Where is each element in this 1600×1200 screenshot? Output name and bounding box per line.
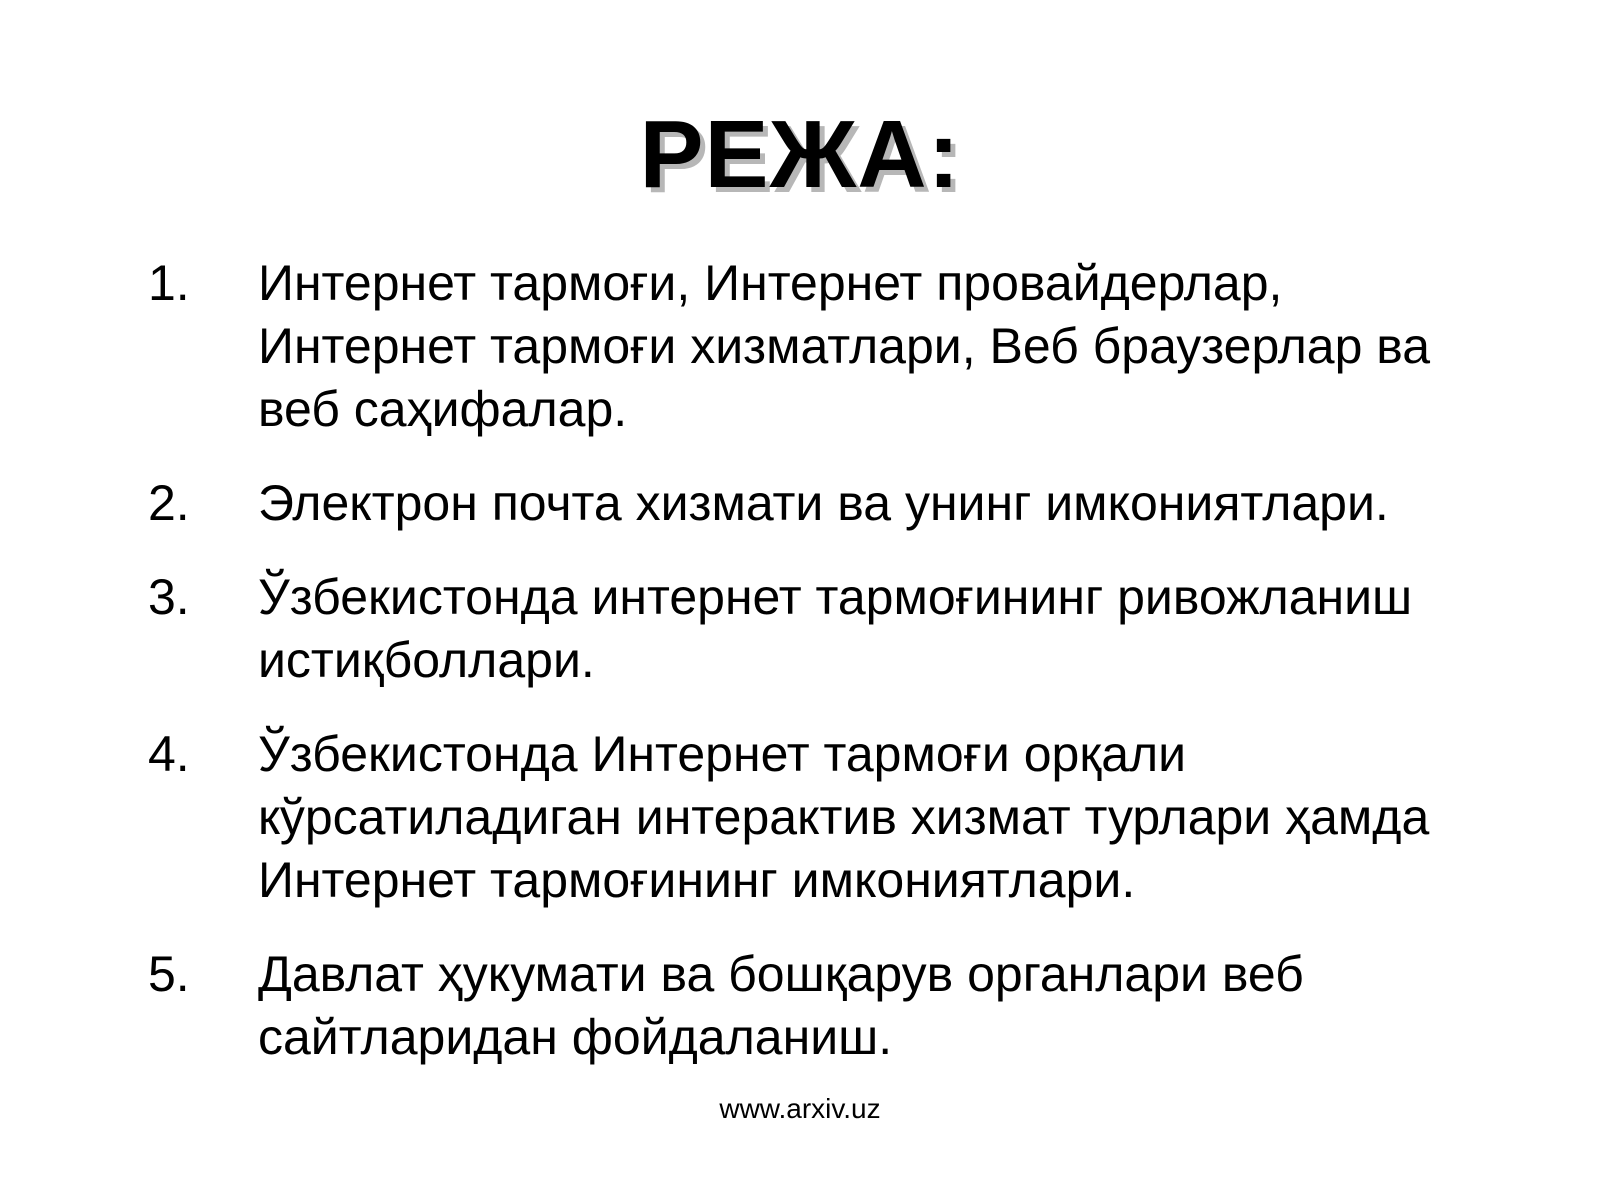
plan-item-text xyxy=(258,566,1558,692)
plan-item-5 xyxy=(0,943,1600,1069)
plan-item-line: Интернет тармоғи, Интернет провайдерлар, xyxy=(258,255,1283,311)
plan-item-line: истиқболлари. xyxy=(258,632,595,688)
plan-list xyxy=(0,252,1600,1069)
plan-item-number: 2. xyxy=(148,475,190,531)
plan-item-2 xyxy=(0,472,1600,535)
plan-item-line: Давлат ҳукумати ва бошқарув органлари веб xyxy=(258,946,1304,1002)
plan-item-line: Ўзбекистонда Интернет тармоғи орқали xyxy=(258,726,1187,782)
footer-url: www.arxiv.uz xyxy=(719,1093,881,1124)
plan-item-line: Интернет тармоғининг имкониятлари. xyxy=(258,852,1136,908)
plan-item-line: Ўзбекистонда интернет тармоғининг ривожланиш xyxy=(258,569,1413,625)
plan-item-1 xyxy=(0,252,1600,441)
slide-title: РЕЖА: xyxy=(639,101,961,208)
plan-item-number: 4. xyxy=(148,726,190,782)
plan-item-line: кўрсатиладиган интерактив хизмат турлари ҳамда xyxy=(258,789,1430,845)
plan-item-line: Электрон почта хизмати ва унинг имкониятлари. xyxy=(258,475,1389,531)
plan-item-line: веб саҳифалар. xyxy=(258,381,628,437)
plan-item-text xyxy=(258,472,1558,535)
plan-item-number: 3. xyxy=(148,569,190,625)
plan-item-text xyxy=(258,723,1558,912)
plan-item-3 xyxy=(0,566,1600,692)
plan-item-text xyxy=(258,943,1558,1069)
plan-item-text xyxy=(258,252,1558,441)
plan-item-line: сайтларидан фойдаланиш. xyxy=(258,1009,893,1065)
plan-item-line: Интернет тармоғи хизматлари, Веб браузерлар ва xyxy=(258,318,1431,374)
plan-item-number: 5. xyxy=(148,946,190,1002)
plan-item-number: 1. xyxy=(148,255,190,311)
plan-item-4 xyxy=(0,723,1600,912)
